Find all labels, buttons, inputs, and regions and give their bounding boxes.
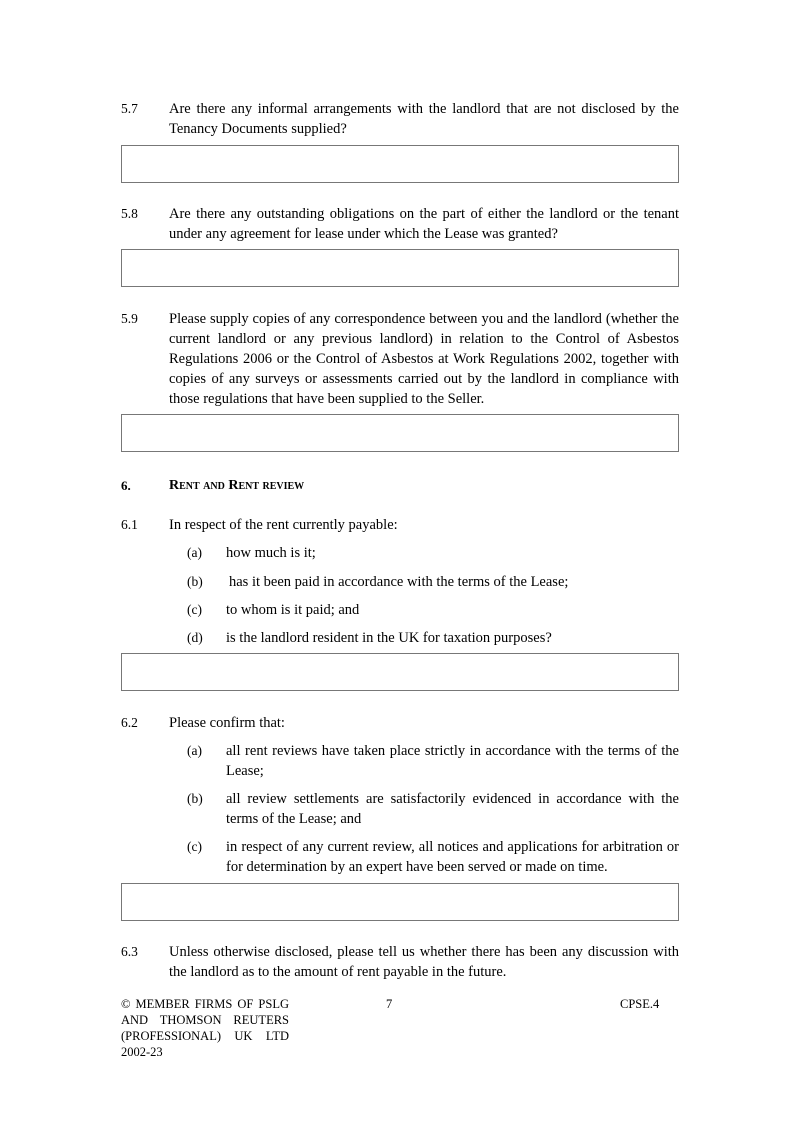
item-text: how much is it;	[226, 545, 316, 561]
question-number: 6.2	[121, 715, 138, 730]
question-text: Are there any outstanding obligations on the part of either the landlord or the tenant under any agreement for lease under which the Lease was granted?	[169, 206, 679, 242]
question-number: 5.9	[121, 311, 138, 326]
item-label: (b)	[187, 574, 203, 589]
item-label: (b)	[187, 791, 203, 806]
item-text: is the landlord resident in the UK for taxation purposes?	[226, 630, 552, 646]
question-number: 6.1	[121, 517, 138, 532]
answer-box-5-7[interactable]	[121, 145, 679, 183]
item-label: (c)	[187, 839, 202, 854]
section-title: Rent and Rent review	[169, 478, 305, 493]
answer-box-5-8[interactable]	[121, 249, 679, 287]
answer-box-5-9[interactable]	[121, 414, 679, 452]
question-text: Unless otherwise disclosed, please tell us whether there has been any discussion with the landlord as to the amount of rent payable in the future.	[169, 944, 679, 980]
question-text: Please supply copies of any correspondence between you and the landlord (whether the current landlord or any previous landlord) in relation to the Control of Asbestos Regulations 2006 or the Control of Asbestos at Work Regulations 2002, together with copies of any surveys or assessments carried out by the landlord in compliance with those regulations that have been supplied to the Seller.	[169, 311, 679, 407]
item-label: (d)	[187, 630, 203, 645]
question-number: 5.8	[121, 206, 138, 221]
item-label: (c)	[187, 602, 202, 617]
page-number: 7	[386, 997, 393, 1011]
item-text: in respect of any current review, all notices and applications for arbitration or for determination by an expert have been served or made on time.	[226, 839, 679, 875]
question-number: 5.7	[121, 101, 138, 116]
item-label: (a)	[187, 743, 202, 758]
answer-box-6-2[interactable]	[121, 883, 679, 921]
document-reference: CPSE.4	[620, 997, 660, 1011]
question-text: Please confirm that:	[169, 715, 285, 731]
item-text: has it been paid in accordance with the terms of the Lease;	[229, 574, 569, 590]
copyright-notice: © MEMBER FIRMS OF PSLG AND THOMSON REUTERS (PROFESSIONAL) UK LTD 2002-23	[121, 997, 289, 1059]
question-text: In respect of the rent currently payable:	[169, 517, 398, 533]
item-label: (a)	[187, 545, 202, 560]
item-text: all rent reviews have taken place strictly in accordance with the terms of the Lease;	[226, 743, 679, 779]
answer-box-6-1[interactable]	[121, 653, 679, 691]
question-number: 6.3	[121, 944, 138, 959]
question-text: Are there any informal arrangements with the landlord that are not disclosed by the Tenancy Documents supplied?	[169, 101, 679, 137]
item-text: to whom is it paid; and	[226, 602, 360, 618]
section-number: 6.	[121, 478, 131, 493]
item-text: all review settlements are satisfactorily evidenced in accordance with the terms of the Lease; and	[226, 791, 679, 827]
